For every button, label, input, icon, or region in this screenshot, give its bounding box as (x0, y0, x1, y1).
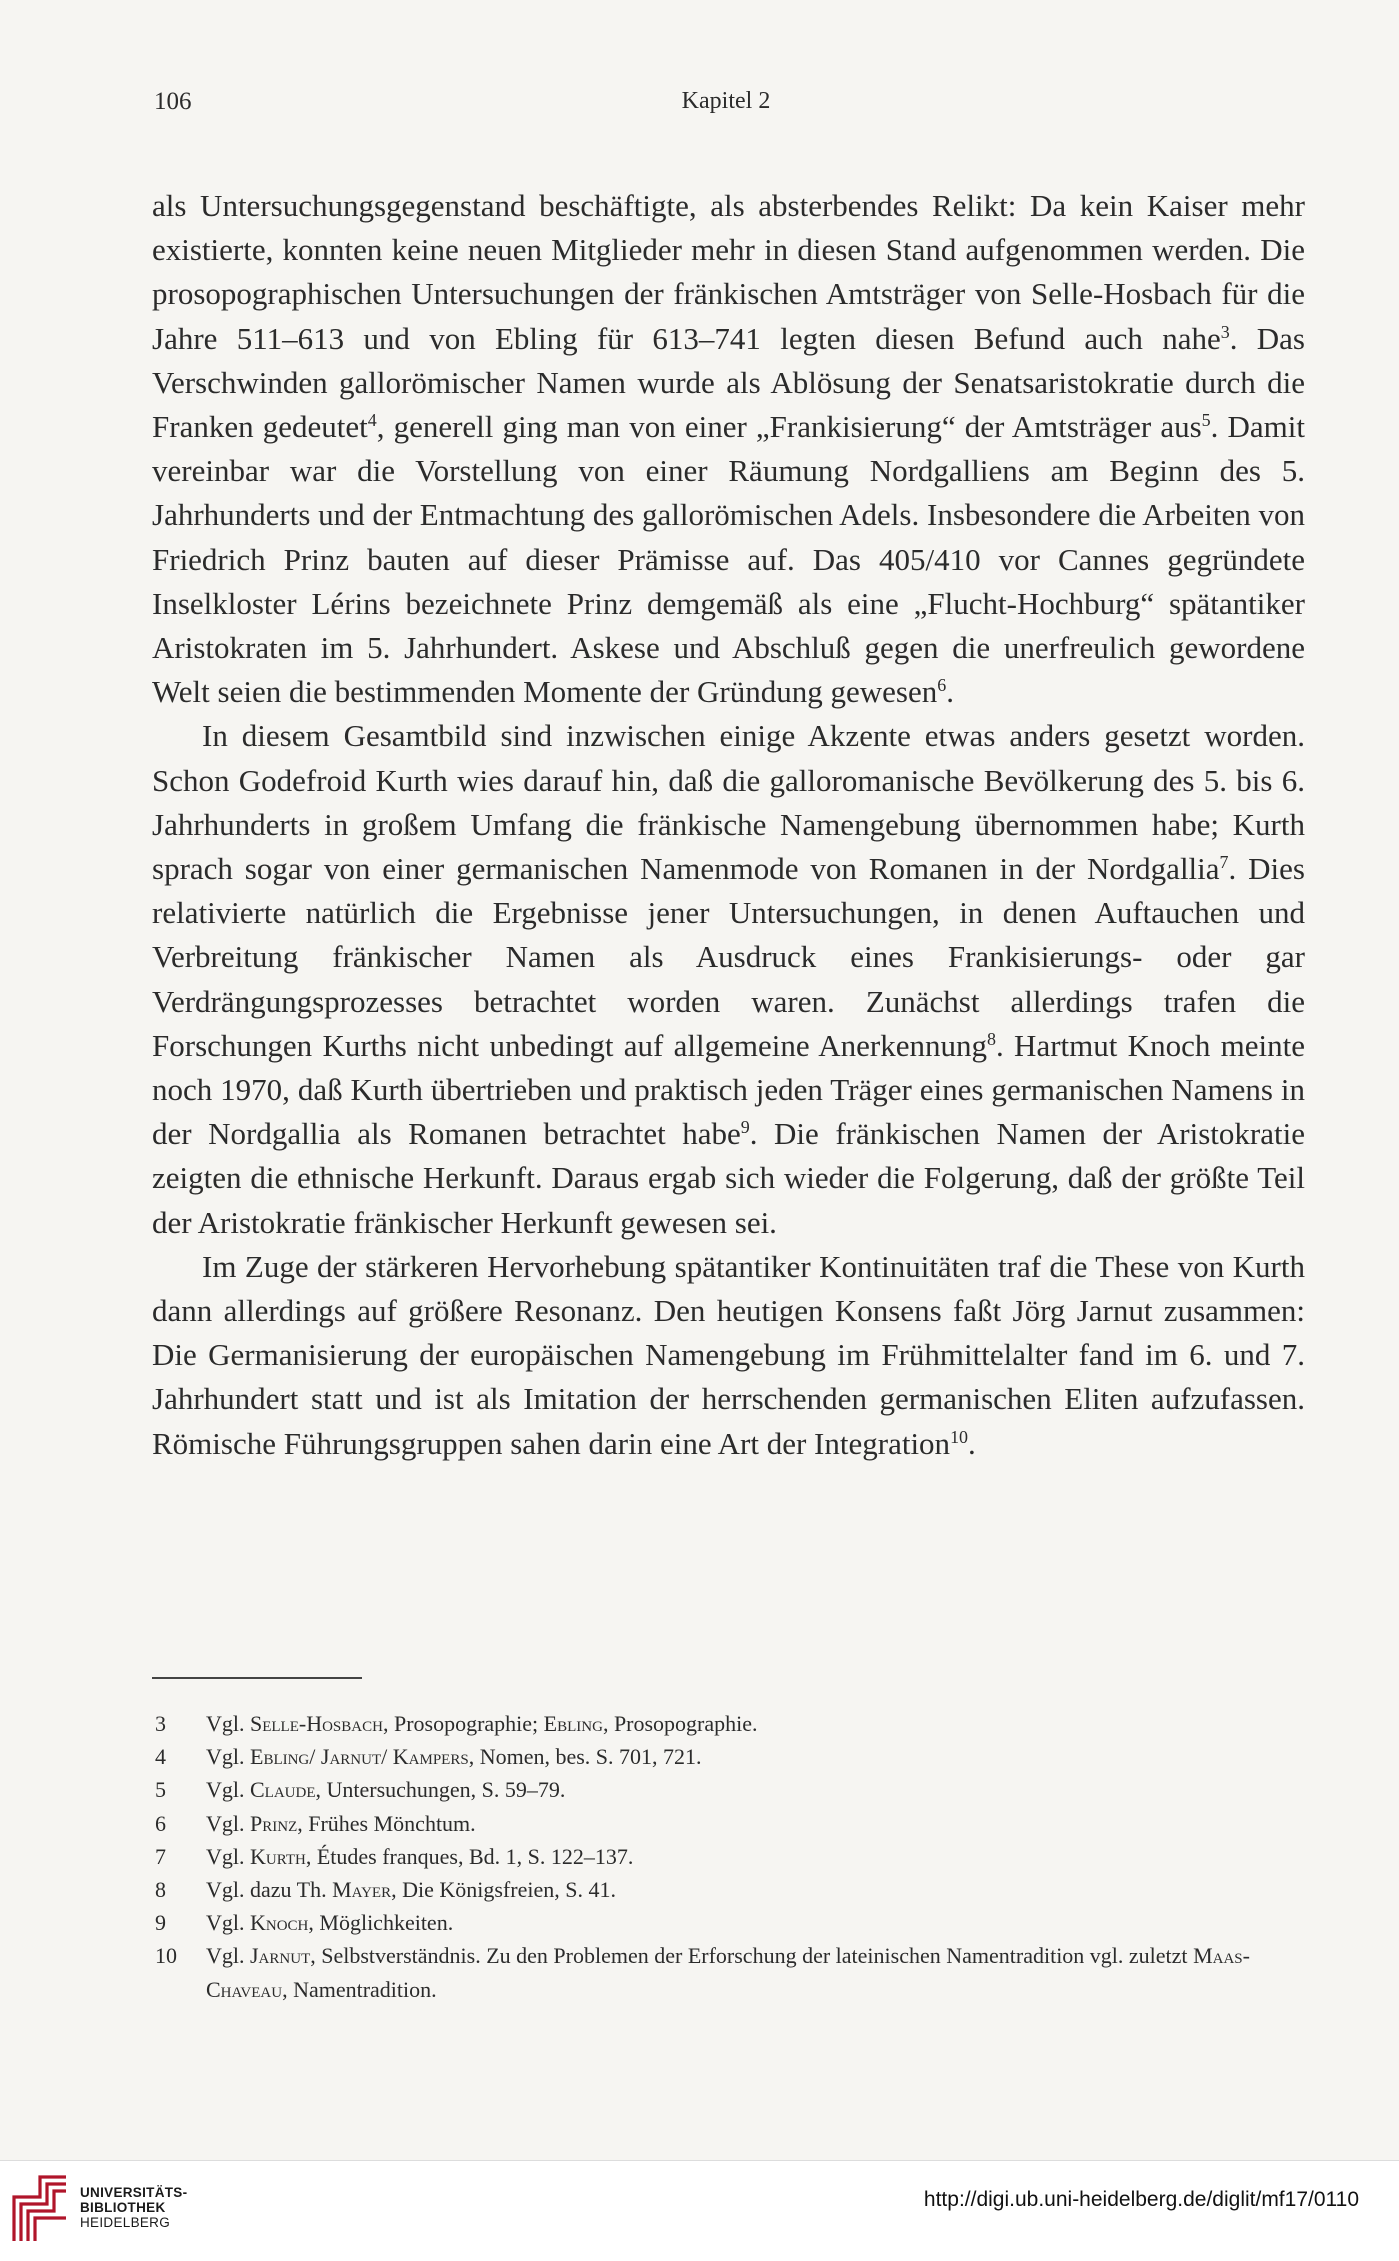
author-name: Kampers (392, 1744, 469, 1770)
footnote-rule (152, 1677, 362, 1679)
text-run: als Untersuchungsgegenstand beschäftigte, als absterbendes Relikt: Da kein Kaiser mehr existierte, konnten keine neuen Mitglieder mehr in diesen Stand aufgenommen werden. Die prosopographischen Untersuchungen der fränkischen Amtsträger von Selle-Hosbach für die Jahre 511–613 und von Ebling für 613–741 legten diesen Befund auch nahe (152, 188, 1305, 356)
author-name: Ebling (543, 1711, 603, 1736)
footnote-ref-8[interactable]: 8 (987, 1028, 996, 1049)
author-name: Selle-Hosbach (250, 1711, 383, 1736)
text-run: . Hartmut Knoch meinte noch 1970, daß Kurth übertrieben und praktisch jeden Träger eines germanischen Namens in der Nordgallia als Romanen betrachtet habe (152, 1027, 1305, 1152)
running-head: Kapitel 2 (681, 88, 771, 114)
footnote-ref-10[interactable]: 10 (950, 1426, 969, 1447)
text-run: Vgl. (206, 1843, 250, 1869)
text-run: , generell ging man von einer „Frankisierung“ der Amtsträger aus (376, 409, 1202, 445)
text-run: Vgl. (206, 1810, 250, 1836)
author-name: Claude (250, 1777, 316, 1803)
author-name: Jarnut (250, 1943, 311, 1969)
text-run: / (381, 1744, 393, 1770)
author-name: Knoch (250, 1910, 309, 1936)
page-number: 106 (154, 88, 192, 115)
author-name: Ebling (250, 1744, 310, 1770)
footnote-6 (152, 1807, 1312, 1840)
footnote-number: 7 (155, 1843, 166, 1869)
text-run: Vgl. (206, 1744, 250, 1770)
footnote-4 (152, 1740, 1312, 1773)
text-run: , Untersuchungen, S. 59–79. (315, 1777, 566, 1803)
footnote-ref-6[interactable]: 6 (937, 675, 947, 696)
author-name: Mayer (332, 1877, 392, 1903)
footnote-ref-4[interactable]: 4 (367, 409, 377, 430)
author-name: Jarnut (320, 1744, 382, 1770)
footnote-number: 6 (155, 1810, 166, 1836)
text-run: , Möglichkeiten. (308, 1910, 454, 1936)
footnote-number: 4 (155, 1744, 166, 1770)
text-run: . Damit vereinbar war die Vorstellung von einer Räumung Nordgalliens am Beginn des 5. Jahrhunderts und der Entmachtung des gallorömischen Adels. Insbesondere die Arbeiten von Friedrich Prinz bauten auf dieser Prämisse auf. Das 405/410 vor Cannes gegründete Inselkloster Lérins bezeichnete Prinz demgemäß als eine „Flucht-Hochburg“ spätantiker Aristokraten im 5. Jahrhundert. Askese und Abschluß gegen die unerfreulich gewordene Welt seien die bestimmenden Momente der Gründung gewesen (152, 409, 1305, 710)
text-run: / (309, 1744, 321, 1770)
text-run: Im Zuge der stärkeren Hervorhebung spätantiker Kontinuitäten traf die These von Kurth dann allerdings auf größere Resonanz. Den heutigen Konsens faßt Jörg Jarnut zusammen: Die Germanisierung der europäischen Namengebung im Frühmittelalter fand im 6. und 7. Jahrhundert statt und ist als Imitation der herrschenden germanischen Eliten aufzufassen. Römische Führungsgruppen sahen darin eine Art der Integration (152, 1248, 1305, 1461)
text-run: . Das Verschwinden gallorömischer Namen wurde als Ablösung der Senatsaristokratie durch die Franken gedeutet (152, 320, 1305, 445)
paragraph-2 (152, 714, 1305, 1244)
text-run: Vgl. (206, 1777, 250, 1803)
body-text (152, 184, 1305, 1466)
text-run: Vgl. (206, 1711, 250, 1736)
library-logo-icon (10, 2167, 72, 2247)
paragraph-1 (152, 184, 1305, 714)
text-run: . Dies relativierte natürlich die Ergebnisse jener Untersuchungen, in denen Auftauchen und Verbreitung fränkischer Namen als Ausdruck eines Frankisierungs- oder gar Verdrängungsprozesses betrachtet worden waren. Zunächst allerdings trafen die Forschungen Kurths nicht unbedingt auf allgemeine Anerkennung (152, 851, 1305, 1063)
footnote-ref-7[interactable]: 7 (1219, 851, 1229, 872)
footnote-number: 8 (155, 1877, 166, 1903)
footnote-8 (152, 1873, 1312, 1906)
text-run: . Die fränkischen Namen der Aristokratie zeigten die ethnische Herkunft. Daraus ergab sich wieder die Folgerung, daß der größte Teil der Aristokratie fränkischer Herkunft gewesen sei. (152, 1116, 1305, 1240)
footnote-number: 3 (155, 1711, 166, 1736)
text-run: . (968, 1425, 976, 1461)
author-name: Maas-Chaveau (206, 1943, 1250, 2002)
footnote-ref-9[interactable]: 9 (740, 1117, 750, 1138)
footnote-5 (152, 1773, 1312, 1806)
author-name: Kurth (250, 1843, 306, 1869)
text-run: , Études franques, Bd. 1, S. 122–137. (305, 1843, 634, 1869)
text-run: , Prosopographie; (382, 1711, 544, 1736)
footnote-number: 10 (155, 1943, 177, 1969)
library-name (80, 2185, 187, 2230)
library-name-line: HEIDELBERG (80, 2215, 171, 2230)
author-name: Prinz (250, 1810, 298, 1836)
footnote-7 (152, 1840, 1312, 1873)
library-name-line: BIBLIOTHEK (80, 2200, 166, 2215)
text-run: , Die Königsfreien, S. 41. (391, 1877, 616, 1903)
footnote-ref-3[interactable]: 3 (1220, 321, 1230, 342)
text-run: , Frühes Mönchtum. (297, 1810, 476, 1836)
source-url-link[interactable]: http://digi.ub.uni-heidelberg.de/diglit/mf17/0110 (923, 2188, 1359, 2211)
page-header (150, 88, 1302, 128)
library-name-line: UNIVERSITÄTS- (80, 2185, 188, 2200)
text-run: In diesem Gesamtbild sind inzwischen einige Akzente etwas anders gesetzt worden. Schon Godefroid Kurth wies darauf hin, daß die galloromanische Bevölkerung des 5. bis 6. Jahrhunderts in großem Umfang die fränkische Namengebung übernommen habe; Kurth sprach sogar von einer germanischen Namenmode von Romanen in der Nordgallia (152, 718, 1305, 887)
footnote-3 (152, 1707, 1312, 1740)
footnote-number: 9 (155, 1910, 166, 1936)
text-run: , Nomen, bes. S. 701, 721. (468, 1744, 702, 1770)
text-run: Vgl. (206, 1943, 250, 1969)
footnote-9 (152, 1906, 1312, 1939)
footnote-10 (152, 1939, 1312, 2005)
paragraph-3 (152, 1245, 1305, 1466)
text-run: , Namentradition. (282, 1976, 437, 2002)
text-run: , Prosopographie. (602, 1711, 758, 1736)
footnote-ref-5[interactable]: 5 (1201, 409, 1211, 430)
footnotes (152, 1707, 1312, 2006)
library-bar (0, 2160, 1399, 2261)
text-run: . (946, 674, 954, 710)
text-run: , Selbstverständnis. Zu den Problemen der Erforschung der lateinischen Namentradition vgl. zuletzt (310, 1943, 1194, 1969)
text-run: Vgl. dazu Th. (206, 1877, 333, 1903)
footnote-number: 5 (155, 1777, 166, 1803)
text-run: Vgl. (206, 1910, 250, 1936)
